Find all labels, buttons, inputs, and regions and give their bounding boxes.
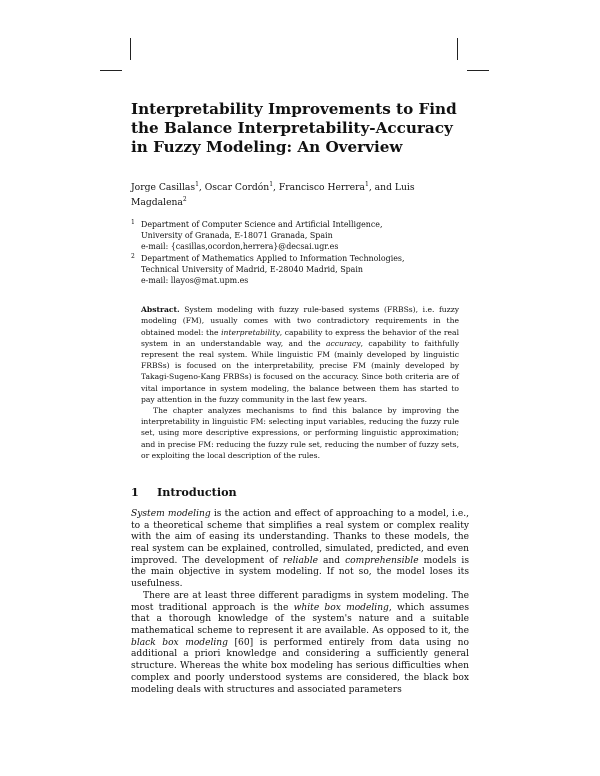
- abstract-paragraph: Abstract. System modeling with fuzzy rule-based systems (FRBSs), i.e. fuzzy modeling (FM), usually comes with two contradictory requirements in the obtained model: the interpretability, capability to express the behavior of the real system in an understandable way, and the accuracy, capability to faithfully represent the real system. While linguistic FM (mainly developed by linguistic FRBSs) is focused on the interpretability, precise FM (mainly developed by Takagi-Sugeno-Kang FRBSs) is focused on the accuracy. Since both criteria are of vital importance in system modeling, the balance between them has started to pay attention in the fuzzy community in the last few years.: [141, 305, 459, 404]
- affiliation-line: Department of Mathematics Applied to Information Technologies,: [141, 254, 405, 264]
- crop-mark-top-left-vertical: [130, 38, 131, 60]
- abstract: [141, 304, 459, 461]
- section-number: 1: [131, 484, 139, 499]
- paper-title: Interpretability Improvements to Find the Balance Interpretability-Accuracy in Fuzzy Modeling: An Overview: [131, 100, 457, 156]
- body-paragraph: There are at least three different paradigms in system modeling. The most traditional approach is the white box modeling, which assumes that a thorough knowledge of the system's nature and a suitable mathematical scheme to represent it are available. As opposed to it, the black box modeling [60] is performed entirely from data using no additional a priori knowledge and considering a sufficiently general structure. Whereas the white box modeling has serious difficulties when complex and poorly understood systems are considered, the black box modeling deals with structures and associated parameters: [131, 590, 470, 695]
- affiliation: [131, 219, 469, 252]
- crop-mark-top-right-horizontal: [467, 70, 489, 71]
- section-heading: [131, 485, 469, 499]
- affiliation-line: Technical University of Madrid, E-28040 Madrid, Spain: [141, 265, 363, 275]
- affiliation-number: 1: [131, 219, 135, 227]
- section-title: Introduction: [157, 484, 237, 499]
- affiliation-email: e-mail: llayos@mat.upm.es: [141, 276, 249, 286]
- abstract-paragraph: The chapter analyzes mechanisms to find this balance by improving the interpretability in linguistic FM: selecting input variables, reducing the fuzzy rule set, using more descriptive expressions, or performing linguistic approximation; and in precise FM: reducing the fuzzy rule set, reducing the number of fuzzy sets, or exploiting the local description of the rules.: [141, 405, 459, 460]
- author: Jorge Casillas$^1$,: [131, 181, 205, 194]
- paper-page: [131, 100, 469, 696]
- affiliation-line: Department of Computer Science and Artificial Intelligence,: [141, 220, 383, 230]
- crop-mark-top-left-horizontal: [100, 70, 122, 71]
- body-text: [131, 509, 469, 696]
- affiliation-number: 2: [131, 253, 135, 261]
- crop-mark-top-right-vertical: [457, 38, 458, 60]
- affiliation: [131, 253, 469, 286]
- abstract-label: Abstract.: [141, 305, 180, 315]
- affiliation-email: e-mail: {casillas,ocordon,herrera}@decsai.ugr.es: [141, 242, 339, 252]
- author-list: [131, 179, 469, 209]
- author: Oscar Cordón$^1$,: [204, 181, 279, 194]
- affiliation-line: University of Granada, E-18071 Granada, Spain: [141, 231, 333, 241]
- author: Francisco Herrera$^1$, and: [278, 181, 395, 194]
- author: Luis Magdalena$^2$: [131, 182, 415, 209]
- body-paragraph: System modeling is the action and effect of approaching to a model, i.e., to a theoretical scheme that simplifies a real system or complex reality with the aim of easing its understanding. Thanks to these models, the real system can be explained, controlled, simulated, predicted, and even improved. The development of reliable and comprehensible models is the main objective in system modeling. If not so, the model loses its usefulness.: [131, 508, 469, 590]
